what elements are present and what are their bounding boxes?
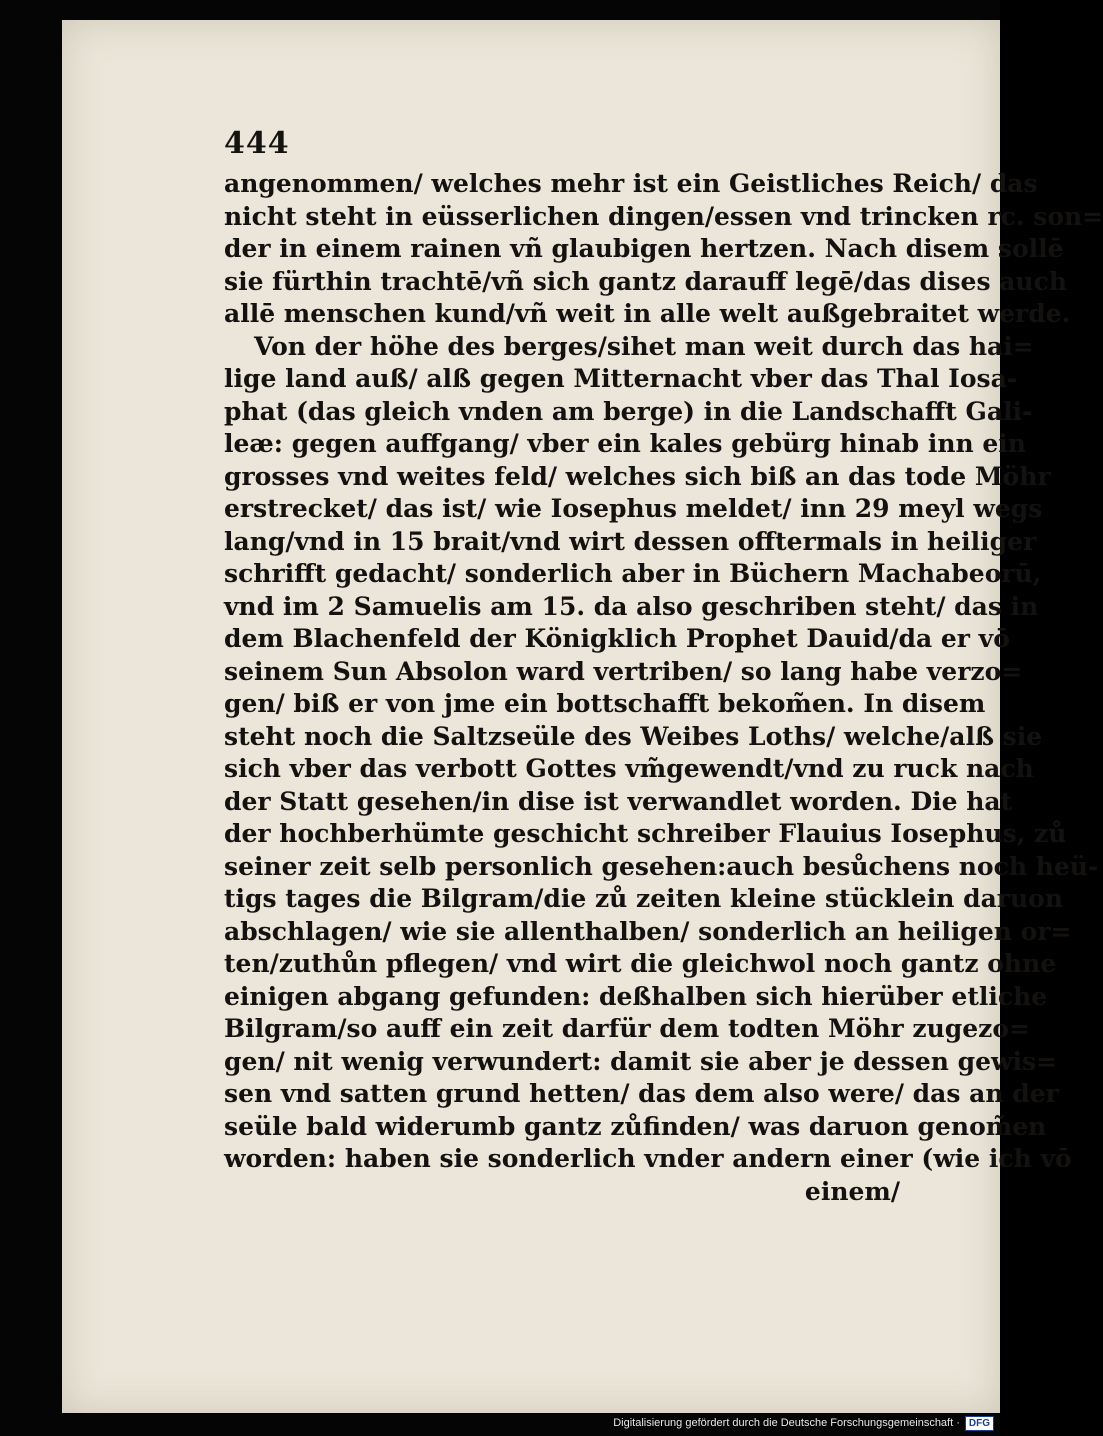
text-line: seüle bald widerumb gantz zůfinden/ was daruon genom̃en bbox=[224, 1111, 1047, 1141]
text-line: grosses vnd weites feld/ welches sich biß an das tode Möhr bbox=[224, 461, 1051, 491]
text-line: dem Blachenfeld der Königklich Prophet Dauid/da er vō bbox=[224, 624, 1010, 653]
text-line: vnd im 2 Samuelis am 15. da also geschriben steht/ das in bbox=[224, 591, 1039, 621]
text-line: sen vnd satten grund hetten/ das dem also were/ das an der bbox=[224, 1079, 1059, 1108]
text-line: schrifft gedacht/ sonderlich aber in Büchern Machabeorū, bbox=[224, 559, 1042, 588]
text-line: phat (das gleich vnden am berge) in die Landschafft Gali- bbox=[224, 396, 1033, 426]
text-line: gen/ nit wenig verwundert: damit sie aber je dessen gewis= bbox=[224, 1046, 1058, 1076]
text-line: lige land auß/ alß gegen Mitternacht vber das Thal Iosa- bbox=[224, 364, 1018, 393]
text-line: der hochberhümte geschicht schreiber Flauius Iosephus, zů bbox=[224, 819, 1067, 848]
text-line: nicht steht in eüsserlichen dingen/essen vnd trincken rc. son= bbox=[224, 201, 1103, 231]
funding-credit: Digitalisierung gefördert durch die Deutsche Forschungsgemeinschaft · bbox=[613, 1417, 960, 1429]
text-line: lang/vnd in 15 brait/vnd wirt dessen offtermals in heiliger bbox=[224, 526, 1037, 556]
text-line: worden: haben sie sonderlich vnder andern einer (wie ich vō bbox=[224, 1144, 1072, 1173]
text-line: tigs tages die Bilgram/die zů zeiten kleine stücklein daruon bbox=[224, 884, 1063, 913]
dfg-logo: DFG bbox=[965, 1416, 994, 1431]
text-line: Bilgram/so auff ein zeit darfür dem todten Möhr zugezo= bbox=[224, 1014, 1030, 1043]
text-line: sie fürthin trachtē/vñ sich gantz darauff legē/das dises auch bbox=[224, 266, 1068, 296]
text-line: Von der höhe des berges/sihet man weit durch das hai= bbox=[254, 331, 1034, 361]
text-line: angenommen/ welches mehr ist ein Geistliches Reich/ das bbox=[224, 169, 1038, 198]
text-line: steht noch die Saltzseüle des Weibes Loths/ welche/alß sie bbox=[224, 721, 1043, 751]
text-line: allē menschen kund/vñ weit in alle welt außgebraitet werde. bbox=[224, 299, 1071, 328]
text-line: erstrecket/ das ist/ wie Iosephus meldet/ inn 29 meyl wegs bbox=[224, 494, 1043, 523]
text-line: leæ: gegen auffgang/ vber ein kales gebürg hinab inn ein bbox=[224, 429, 1026, 458]
text-line: seinem Sun Absolon ward vertriben/ so lang habe verzo= bbox=[224, 656, 1023, 686]
text-line: sich vber das verbott Gottes vm̃gewendt/vnd zu ruck nach bbox=[224, 754, 1034, 783]
catchword: einem/ bbox=[804, 1176, 900, 1206]
text-line: gen/ biß er von jme ein bottschafft bekom̃en. In disem bbox=[224, 689, 986, 718]
text-line: abschlagen/ wie sie allenthalben/ sonderlich an heiligen or= bbox=[224, 916, 1072, 946]
text-line: einigen abgang gefunden: deßhalben sich hierüber etliche bbox=[224, 981, 1048, 1011]
text-line: der Statt gesehen/in dise ist verwandlet worden. Die hat bbox=[224, 786, 1013, 816]
page-number: 444 bbox=[224, 126, 290, 161]
digitization-footer bbox=[613, 1413, 994, 1433]
body-text bbox=[224, 168, 1103, 1208]
text-line: der in einem rainen vñ glaubigen hertzen. Nach disem sollē bbox=[224, 234, 1064, 263]
text-line: seiner zeit selb personlich gesehen:auch besůchens noch heü- bbox=[224, 851, 1099, 881]
text-line: ten/zuthůn pflegen/ vnd wirt die gleichwol noch gantz ohne bbox=[224, 949, 1057, 978]
